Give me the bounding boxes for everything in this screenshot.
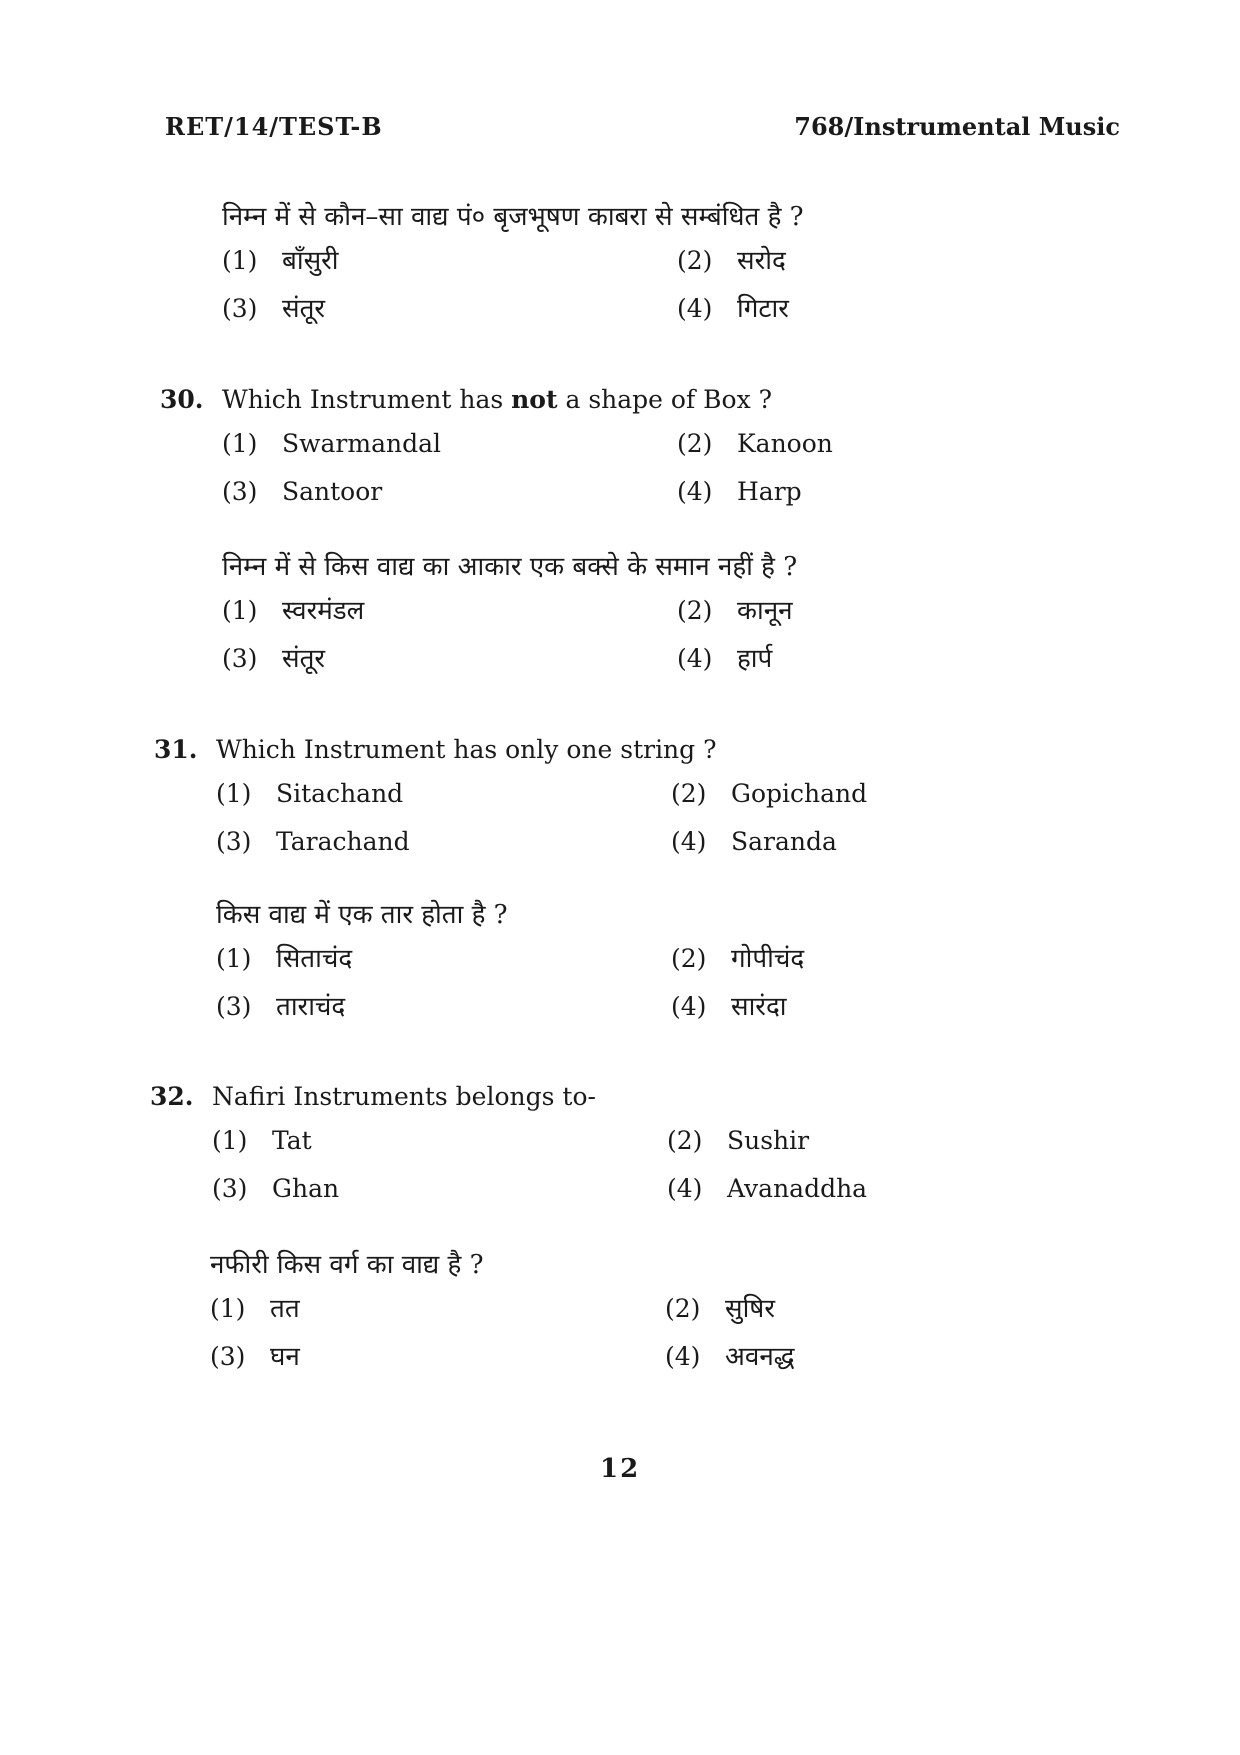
option-3: (3) घन xyxy=(210,1342,300,1372)
options xyxy=(222,244,804,344)
option-1: (1) सिताचंद xyxy=(216,944,353,974)
page-number: 12 xyxy=(600,1454,641,1484)
options xyxy=(216,777,868,877)
option-3: (3) संतूर xyxy=(222,644,326,674)
question-32 xyxy=(150,1080,868,1224)
option-2: (2) सुषिर xyxy=(665,1294,775,1324)
option-3: (3) संतूर xyxy=(222,294,326,324)
option-1: (1) Sitachand xyxy=(216,779,404,808)
option-1: (1) स्वरमंडल xyxy=(222,596,365,626)
question-32-hindi xyxy=(210,1248,795,1392)
option-4: (4) सारंदा xyxy=(671,992,787,1022)
option-3: (3) ताराचंद xyxy=(216,992,346,1022)
paper-code: RET/14/TEST-B xyxy=(165,112,383,141)
option-2: (2) Sushir xyxy=(667,1126,810,1155)
option-3: (3) Tarachand xyxy=(216,827,410,856)
options xyxy=(216,942,805,1042)
question-text: 30. Which Instrument has not a shape of Box ? xyxy=(160,383,772,417)
question-29-hindi xyxy=(222,200,804,344)
question-31-hindi xyxy=(216,898,805,1042)
option-2: (2) गोपीचंद xyxy=(671,944,805,974)
option-3: (3) Santoor xyxy=(222,477,383,506)
question-31 xyxy=(154,733,868,877)
question-number: 32. xyxy=(150,1082,194,1111)
option-4: (4) Harp xyxy=(677,477,802,506)
question-30 xyxy=(160,383,833,527)
options xyxy=(212,1124,868,1224)
option-1: (1) Swarmandal xyxy=(222,429,441,458)
option-4: (4) अवनद्ध xyxy=(665,1342,795,1372)
option-1: (1) तत xyxy=(210,1294,300,1324)
option-2: (2) कानून xyxy=(677,596,793,626)
options xyxy=(222,594,797,694)
option-1: (1) Tat xyxy=(212,1126,312,1155)
question-number: 30. xyxy=(160,385,204,414)
question-30-hindi xyxy=(222,550,797,694)
options xyxy=(210,1292,795,1392)
question-text: किस वाद्य में एक तार होता है ? xyxy=(216,900,508,930)
option-3: (3) Ghan xyxy=(212,1174,340,1203)
question-text: निम्न में से कौन–सा वाद्य पं० बृजभूषण काबरा से सम्बंधित है ? xyxy=(222,202,804,232)
question-text: नफीरी किस वर्ग का वाद्य है ? xyxy=(210,1250,484,1280)
option-4: (4) Saranda xyxy=(671,827,837,856)
option-1: (1) बाँसुरी xyxy=(222,246,339,276)
options xyxy=(222,427,833,527)
question-text: निम्न में से किस वाद्य का आकार एक बक्से के समान नहीं है ? xyxy=(222,552,798,582)
question-text: 32. Nafiri Instruments belongs to- xyxy=(150,1080,596,1114)
option-4: (4) हार्प xyxy=(677,644,773,674)
subject-title: 768/Instrumental Music xyxy=(794,112,1120,141)
question-number: 31. xyxy=(154,735,198,764)
option-4: (4) Avanaddha xyxy=(667,1174,868,1203)
option-4: (4) गिटार xyxy=(677,294,789,324)
option-2: (2) Kanoon xyxy=(677,429,833,458)
option-2: (2) सरोद xyxy=(677,246,786,276)
option-2: (2) Gopichand xyxy=(671,779,868,808)
question-text: 31. Which Instrument has only one string ? xyxy=(154,733,717,767)
